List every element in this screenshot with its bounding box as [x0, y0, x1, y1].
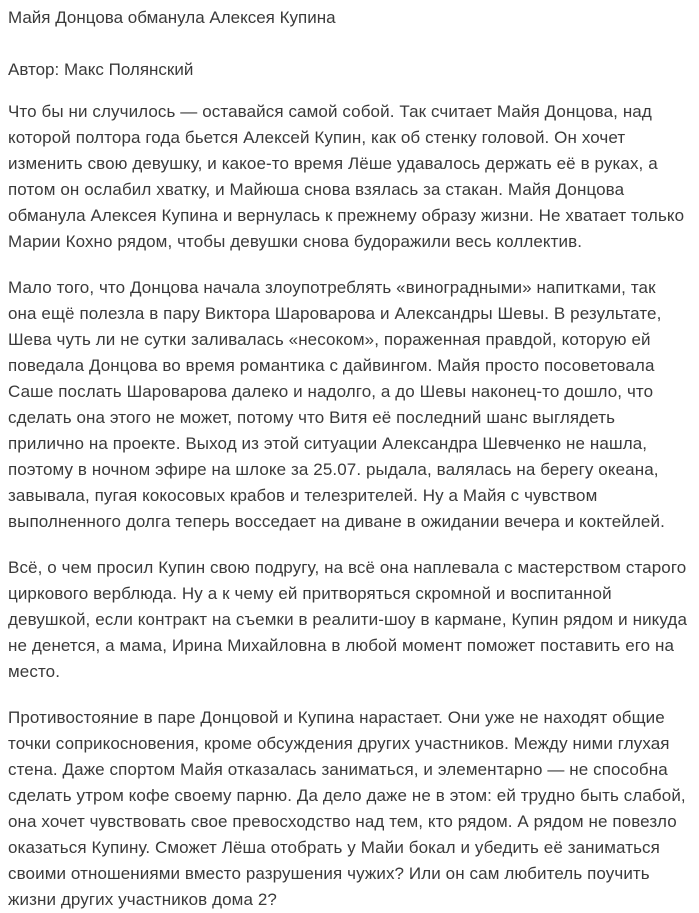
article-paragraph: Что бы ни случилось — оставайся самой собой. Так считает Майя Донцова, над которой полтора года бьется Алексей Купин, как об стенку головой. Он хочет изменить свою девушку, и какое-то время Лёше удавалось держать её в руках, а потом он ослабил хватку, и Майюша снова взялась за стакан. Майя Донцова обманула Алексея Купина и вернулась к прежнему образу жизни. Не хватает только Марии Кохно рядом, чтобы девушки снова будоражили весь коллектив.: [8, 102, 685, 251]
article-body: [8, 99, 689, 913]
article-paragraph: Всё, о чем просил Купин свою подругу, на всё она наплевала с мастерством старого циркового верблюда. Ну а к чему ей притворяться скромной и воспитанной девушкой, если контракт на съемки в реалити-шоу в кармане, Купин рядом и никуда не денется, а мама, Ирина Михайловна в любой момент поможет поставить его на место.: [8, 558, 688, 681]
article-paragraph: Противостояние в паре Донцовой и Купина нарастает. Они уже не находят общие точки соприкосновения, кроме обсуждения других участников. Между ними глухая стена. Даже спортом Майя отказалась заниматься, и элементарно — не способна сделать утром кофе своему парню. Да дело даже не в этом: ей трудно быть слабой, она хочет чувствовать свое превосходство над тем, кто рядом. А рядом не повезло оказаться Купину. Сможет Лёша отобрать у Майи бокал и убедить её заниматься своими отношениями вместо разрушения чужих? Или он сам любитель поучить жизни других участников дома 2?: [8, 708, 686, 909]
article-paragraph: Мало того, что Донцова начала злоупотреблять «виноградными» напитками, так она ещё полезла в пару Виктора Шароварова и Александры Шевы. В результате, Шева чуть ли не сутки заливалась «несоком», пораженная правдой, которую ей поведала Донцова во время романтика с дайвингом. Майя просто посоветовала Саше послать Шароварова далеко и надолго, а до Шевы наконец-то дошло, что сделать она этого не может, потому что Витя её последний шанс выглядеть прилично на проекте. Выход из этой ситуации Александра Шевченко не нашла, поэтому в ночном эфире на шлоке за 25.07. рыдала, валялась на берегу океана, завывала, пугая кокосовых крабов и телезрителей. Ну а Майя с чувством выполненного долга теперь восседает на диване в ожидании вечера и коктейлей.: [8, 278, 665, 531]
article-author: Автор: Макс Полянский: [8, 60, 194, 79]
article-title: Майя Донцова обманула Алексея Купина: [8, 8, 336, 27]
